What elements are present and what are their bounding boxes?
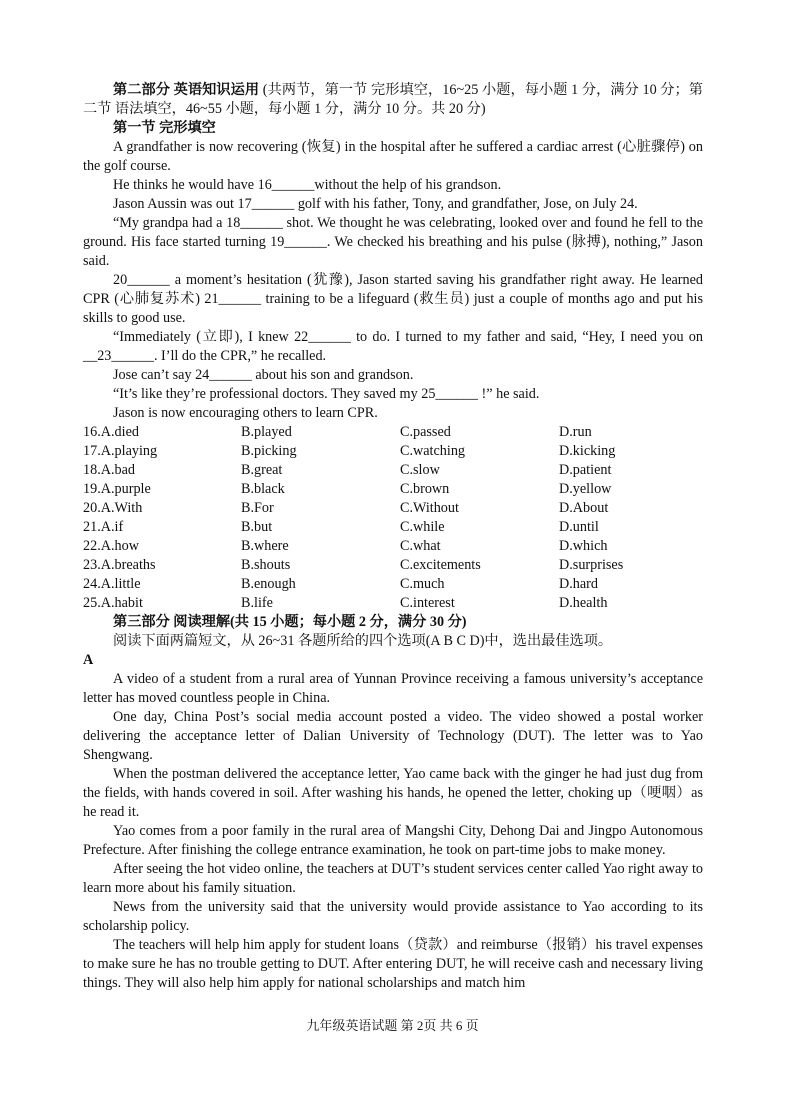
cloze-paragraph: He thinks he would have 16______without the help of his grandson. xyxy=(113,177,502,193)
cloze-paragraph: “My grandpa had a 18______ shot. We thought he was celebrating, looked over and found he fell to the ground. His face started turning 19______. We checked his breathing and his pulse (脉搏), nothing,” Jason said. xyxy=(83,215,703,269)
option-b: B.played xyxy=(241,424,292,440)
option-a: 24.A.little xyxy=(83,576,141,592)
option-a: 17.A.playing xyxy=(83,443,158,459)
option-row-19 xyxy=(83,480,703,499)
option-d: D.until xyxy=(559,519,599,535)
cloze-paragraph: “It’s like they’re professional doctors. They saved my 25______ !” he said. xyxy=(113,386,540,402)
passage-label: A xyxy=(83,652,94,668)
cloze-paragraph: 20______ a moment’s hesitation (犹豫), Jason started saving his grandfather right away. He learned CPR (心肺复苏术) 21______ training to be a lifeguard (救生员) just a couple of months ago and put his skills to good use. xyxy=(83,272,703,326)
exam-page xyxy=(83,81,703,993)
passage-paragraph: One day, China Post’s social media account posted a video. The video showed a postal worker delivering the acceptance letter of Dalian University of Technology (DUT). The letter was to Yao Shengwang. xyxy=(83,709,703,763)
option-a: 20.A.With xyxy=(83,500,143,516)
page-footer: 九年级英语试题 第 2页 共 6 页 xyxy=(306,1018,479,1033)
option-row-20 xyxy=(83,499,703,518)
option-b: B.but xyxy=(241,519,273,535)
option-a: 19.A.purple xyxy=(83,481,151,497)
option-b: B.where xyxy=(241,538,289,554)
option-a: 25.A.habit xyxy=(83,595,143,611)
option-c: C.what xyxy=(400,538,441,554)
part3-instruction: 阅读下面两篇短文，从 26~31 各题所给的四个选项(A B C D)中，选出最佳选项。 xyxy=(113,633,613,649)
cloze-paragraph: Jason Aussin was out 17______ golf with his father, Tony, and grandfather, Jose, on July 24. xyxy=(113,196,638,212)
option-c: C.brown xyxy=(400,481,450,497)
option-b: B.For xyxy=(241,500,274,516)
option-d: D.patient xyxy=(559,462,612,478)
option-d: D.which xyxy=(559,538,608,554)
option-a: 16.A.died xyxy=(83,424,139,440)
option-c: C.slow xyxy=(400,462,440,478)
cloze-options xyxy=(83,423,703,613)
option-row-16 xyxy=(83,423,703,442)
part2-header xyxy=(83,81,703,119)
option-b: B.picking xyxy=(241,443,297,459)
cloze-paragraph: “Immediately (立即), I knew 22______ to do. I turned to my father and said, “Hey, I need you on __23______. I’ll do the CPR,” he recalled. xyxy=(83,329,703,364)
option-row-24 xyxy=(83,575,703,594)
option-b: B.shouts xyxy=(241,557,291,573)
option-d: D.health xyxy=(559,595,608,611)
option-b: B.life xyxy=(241,595,273,611)
option-c: C.Without xyxy=(400,500,459,516)
option-b: B.black xyxy=(241,481,285,497)
passage-a xyxy=(83,670,703,993)
option-b: B.great xyxy=(241,462,283,478)
option-b: B.enough xyxy=(241,576,296,592)
cloze-paragraph: Jason is now encouraging others to learn CPR. xyxy=(113,405,378,421)
option-a: 21.A.if xyxy=(83,519,124,535)
passage-paragraph: The teachers will help him apply for student loans（贷款）and reimburse（报销）his travel expenses to make sure he has no trouble getting to DUT. After entering DUT, he will receive cash and necessary living things. They will also help him apply for national scholarships and match him xyxy=(83,937,703,991)
section1-title: 第一节 完形填空 xyxy=(113,120,216,136)
passage-paragraph: A video of a student from a rural area of Yunnan Province receiving a famous university’s acceptance letter has moved countless people in China. xyxy=(83,671,703,706)
passage-paragraph: After seeing the hot video online, the teachers at DUT’s student services center called Yao right away to learn more about his family situation. xyxy=(83,861,703,896)
option-d: D.About xyxy=(559,500,609,516)
option-a: 23.A.breaths xyxy=(83,557,156,573)
option-c: C.much xyxy=(400,576,445,592)
option-row-21 xyxy=(83,518,703,537)
option-c: C.passed xyxy=(400,424,451,440)
option-row-18 xyxy=(83,461,703,480)
option-d: D.kicking xyxy=(559,443,616,459)
passage-paragraph: News from the university said that the university would provide assistance to Yao according to its scholarship policy. xyxy=(83,899,703,934)
option-d: D.surprises xyxy=(559,557,624,573)
option-row-23 xyxy=(83,556,703,575)
option-row-22 xyxy=(83,537,703,556)
passage-paragraph: When the postman delivered the acceptance letter, Yao came back with the ginger he had just dug from the fields, with hands covered in soil. After washing his hands, he opened the letter, choking up（哽咽）as he read it. xyxy=(83,766,703,820)
passage-paragraph: Yao comes from a poor family in the rural area of Mangshi City, Dehong Dai and Jingpo Autonomous Prefecture. After finishing the college entrance examination, he took on part-time jobs to make money. xyxy=(83,823,703,858)
option-a: 22.A.how xyxy=(83,538,139,554)
option-d: D.run xyxy=(559,424,592,440)
option-row-25 xyxy=(83,594,703,613)
part3-heading: 第三部分 阅读理解(共 15 小题；每小题 2 分，满分 30 分) xyxy=(113,614,467,630)
option-c: C.watching xyxy=(400,443,466,459)
option-c: C.interest xyxy=(400,595,455,611)
cloze-passage xyxy=(83,138,703,423)
option-c: C.excitements xyxy=(400,557,481,573)
option-row-17 xyxy=(83,442,703,461)
part2-heading-rest: (共两节，第一节 完形填空，16~25 小题，每小题 1 分，满分 10 分；第二节 语法填空，46~55 小题，每小题 1 分，满分 10 分。共 20 分) xyxy=(83,82,703,117)
option-d: D.yellow xyxy=(559,481,612,497)
option-c: C.while xyxy=(400,519,445,535)
option-d: D.hard xyxy=(559,576,599,592)
cloze-paragraph: A grandfather is now recovering (恢复) in the hospital after he suffered a cardiac arrest (心脏骤停) on the golf course. xyxy=(83,139,703,174)
cloze-paragraph: Jose can’t say 24______ about his son and grandson. xyxy=(113,367,414,383)
option-a: 18.A.bad xyxy=(83,462,136,478)
part2-heading: 第二部分 英语知识运用 xyxy=(113,82,260,98)
